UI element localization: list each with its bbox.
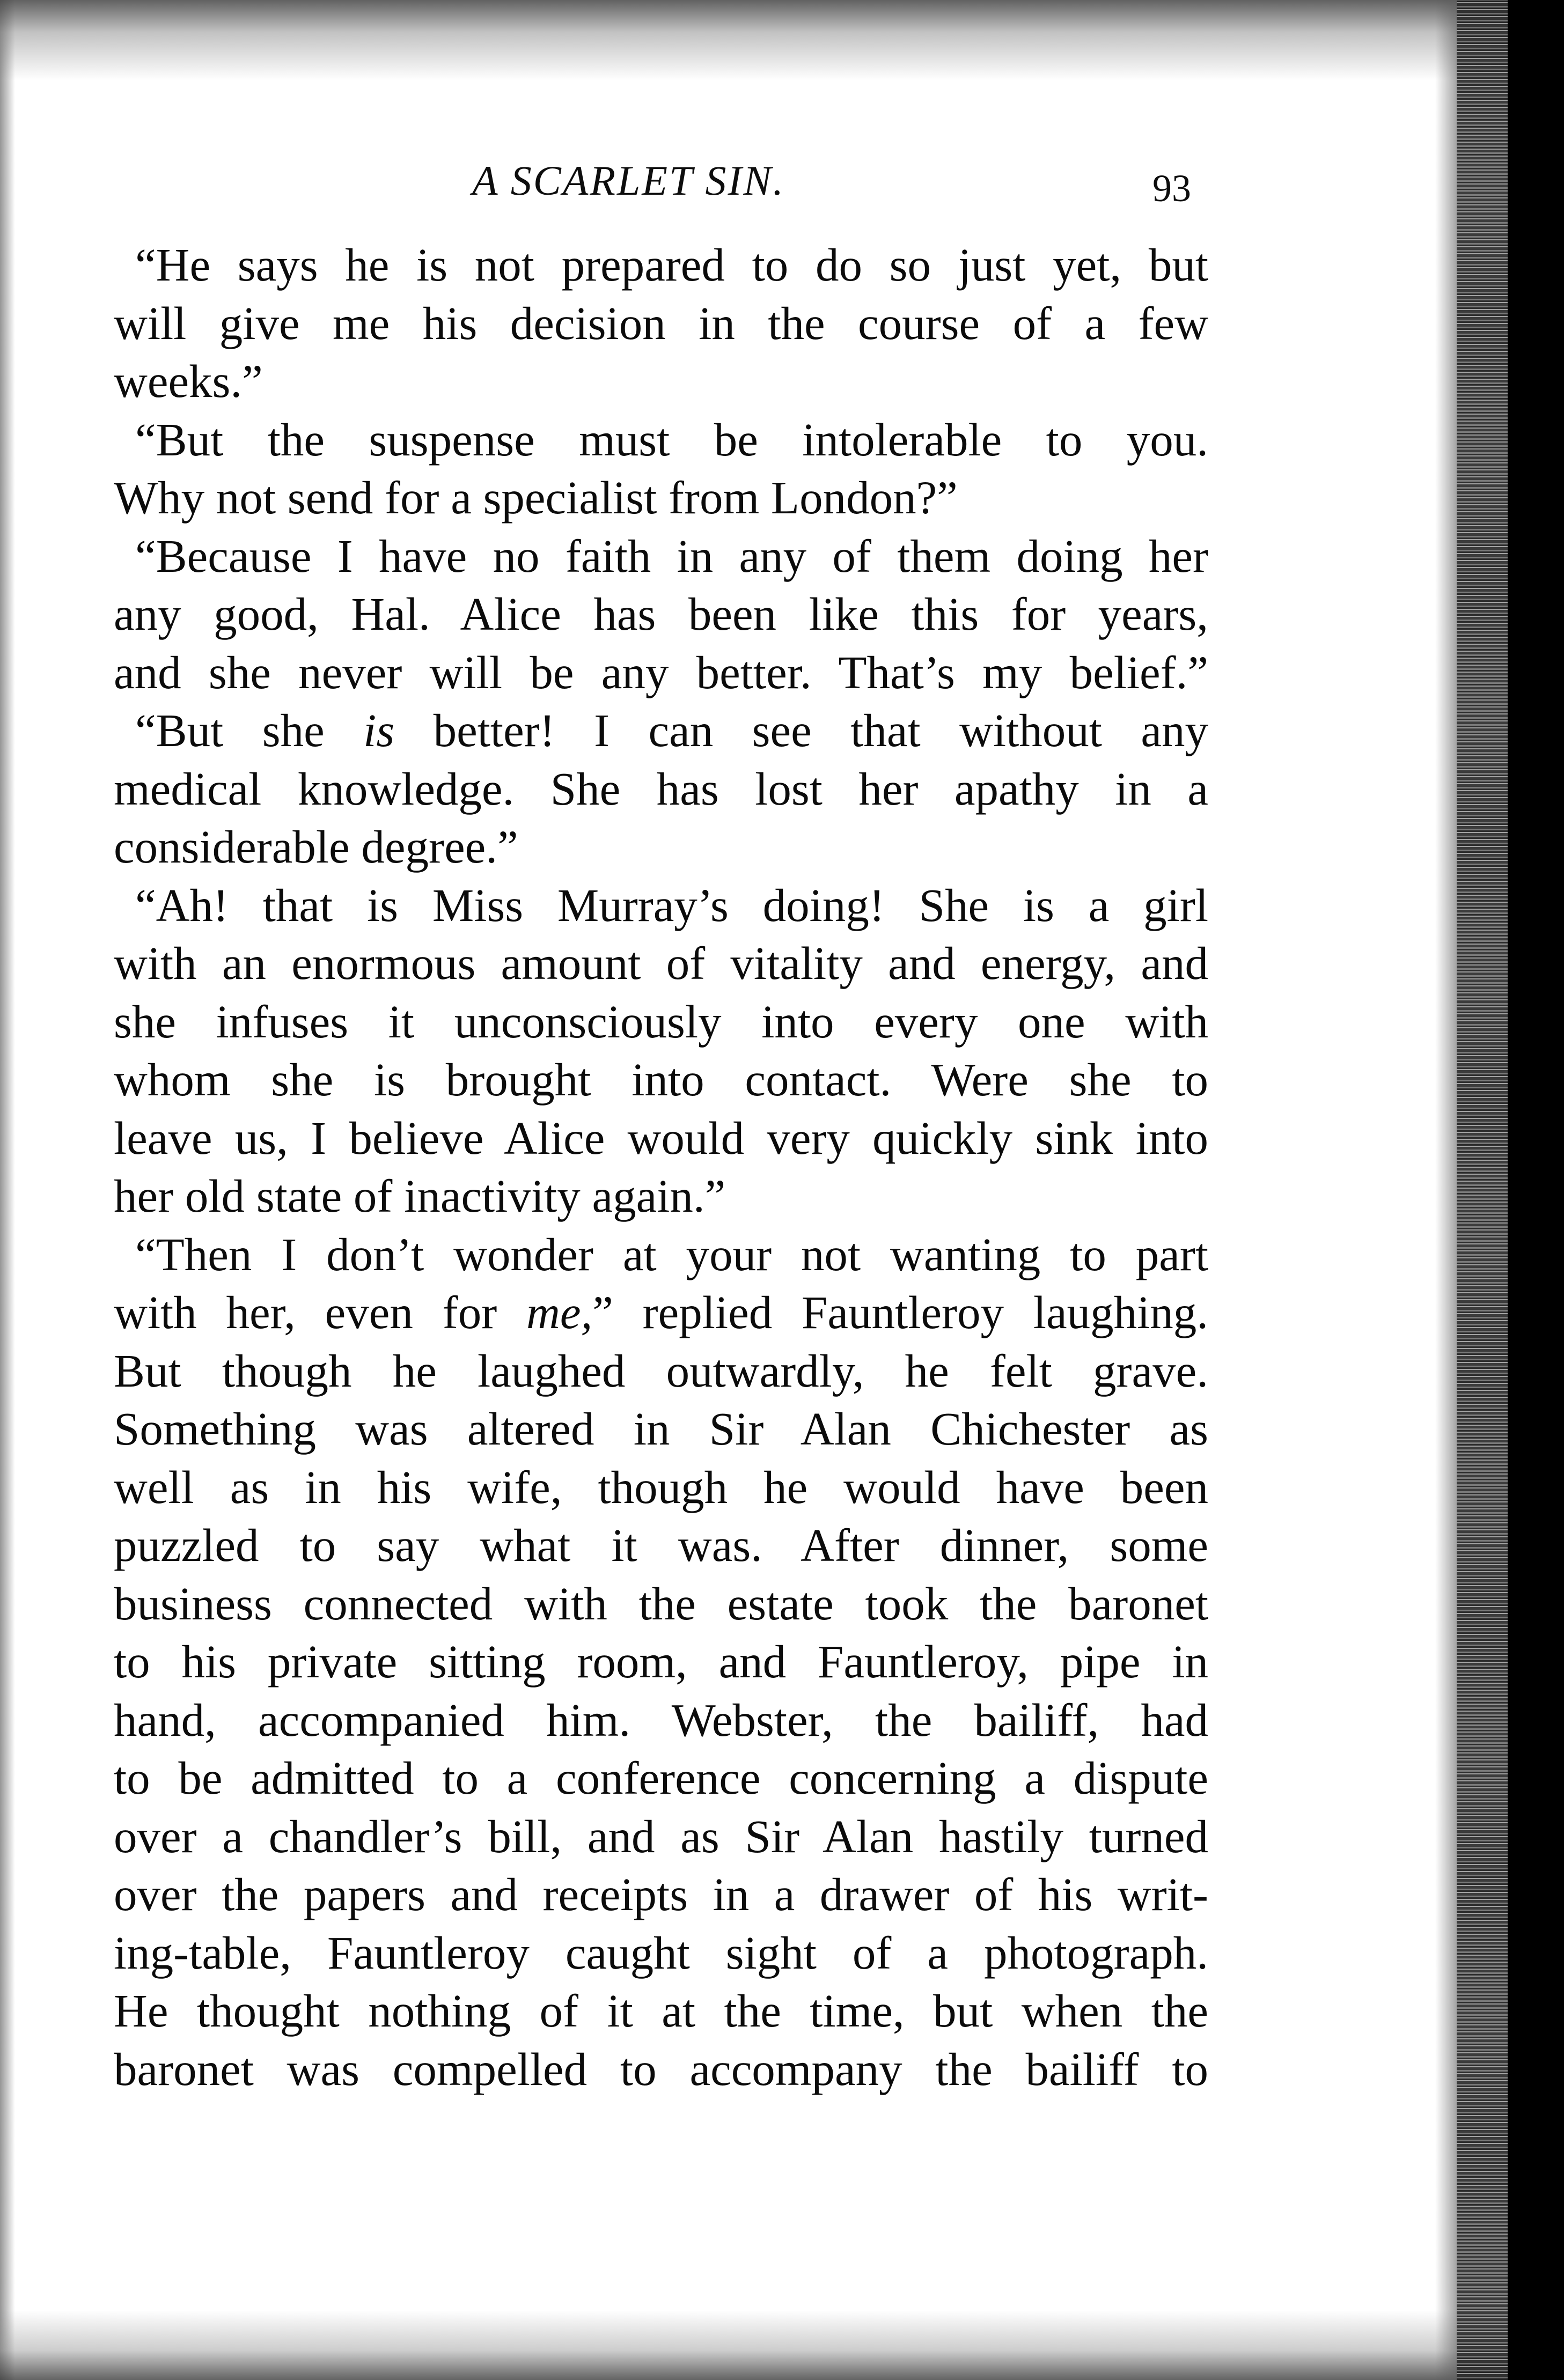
text-line: He thought nothing of it at the time, but when the	[114, 1985, 1208, 2037]
text-line: “Then I don’t wonder at your not wanting to part	[135, 1228, 1208, 1280]
text-line: baronet was compelled to accompany the bailiff to	[114, 2043, 1208, 2095]
text-line: medical knowledge. She has lost her apathy in a	[114, 762, 1208, 815]
scan-edge-top	[0, 0, 1564, 80]
text-line: she infuses it unconsciously into every one with	[114, 995, 1208, 1048]
text-line: business connected with the estate took the baronet	[114, 1577, 1208, 1630]
text-line: “Ah! that is Miss Murray’s doing! She is a girl	[135, 879, 1208, 931]
text-line: considerable degree.”	[114, 821, 518, 873]
text-line: “But the suspense must be intolerable to you.	[135, 413, 1208, 466]
text-line: weeks.”	[114, 355, 263, 407]
text-line: to his private sitting room, and Fauntleroy, pipe in	[114, 1635, 1208, 1688]
text-line: Something was altered in Sir Alan Chichester as	[114, 1403, 1208, 1455]
scan-edge-grain	[1457, 0, 1508, 2380]
text-line: and she never will be any better. That’s my belief.”	[114, 646, 1208, 698]
text-line: Why not send for a specialist from London?”	[114, 471, 958, 524]
text-line: over the papers and receipts in a drawer of his writ-	[114, 1868, 1208, 1920]
text-line: over a chandler’s bill, and as Sir Alan hastily turned	[114, 1810, 1208, 1862]
text-run: ” replied Fauntleroy laughing.	[592, 1286, 1208, 1338]
italic-word: is	[363, 704, 395, 756]
scan-edge-right	[1508, 0, 1564, 2380]
text-line: any good, Hal. Alice has been like this for years,	[114, 588, 1208, 640]
running-title: A SCARLET SIN.	[472, 157, 785, 204]
running-head	[0, 157, 1564, 216]
text-line: whom she is brought into contact. Were she to	[114, 1053, 1208, 1106]
text-line	[114, 702, 1208, 760]
text-line: well as in his wife, though he would have been	[114, 1461, 1208, 1513]
italic-word: me,	[526, 1286, 593, 1338]
text-line: leave us, I believe Alice would very quickly sink into	[114, 1111, 1208, 1164]
scan-edge-bottom	[0, 2310, 1564, 2380]
text-line: her old state of inactivity again.”	[114, 1170, 726, 1222]
body-text	[114, 236, 1208, 2098]
text-line: to be admitted to a conference concerning a dispute	[114, 1752, 1208, 1804]
text-line: “Because I have no faith in any of them doing her	[135, 529, 1208, 582]
scan-edge-left	[0, 0, 15, 2380]
page-number: 93	[1152, 167, 1191, 210]
scan-edge-shadow	[1435, 0, 1457, 2380]
text-run: better! I can see that without any	[394, 704, 1208, 756]
text-line: But though he laughed outwardly, he felt grave.	[114, 1344, 1208, 1397]
text-line: hand, accompanied him. Webster, the bailiff, had	[114, 1693, 1208, 1746]
text-run: with her, even for	[114, 1286, 527, 1338]
text-run: “But she	[135, 704, 364, 756]
text-line: puzzled to say what it was. After dinner, some	[114, 1519, 1208, 1571]
text-line: ing-table, Fauntleroy caught sight of a photograph.	[114, 1926, 1208, 1979]
text-line: “He says he is not prepared to do so just yet, but	[135, 239, 1208, 291]
text-line: with an enormous amount of vitality and energy, and	[114, 937, 1208, 989]
text-line: will give me his decision in the course of a few	[114, 297, 1208, 349]
text-line	[114, 1284, 1208, 1342]
